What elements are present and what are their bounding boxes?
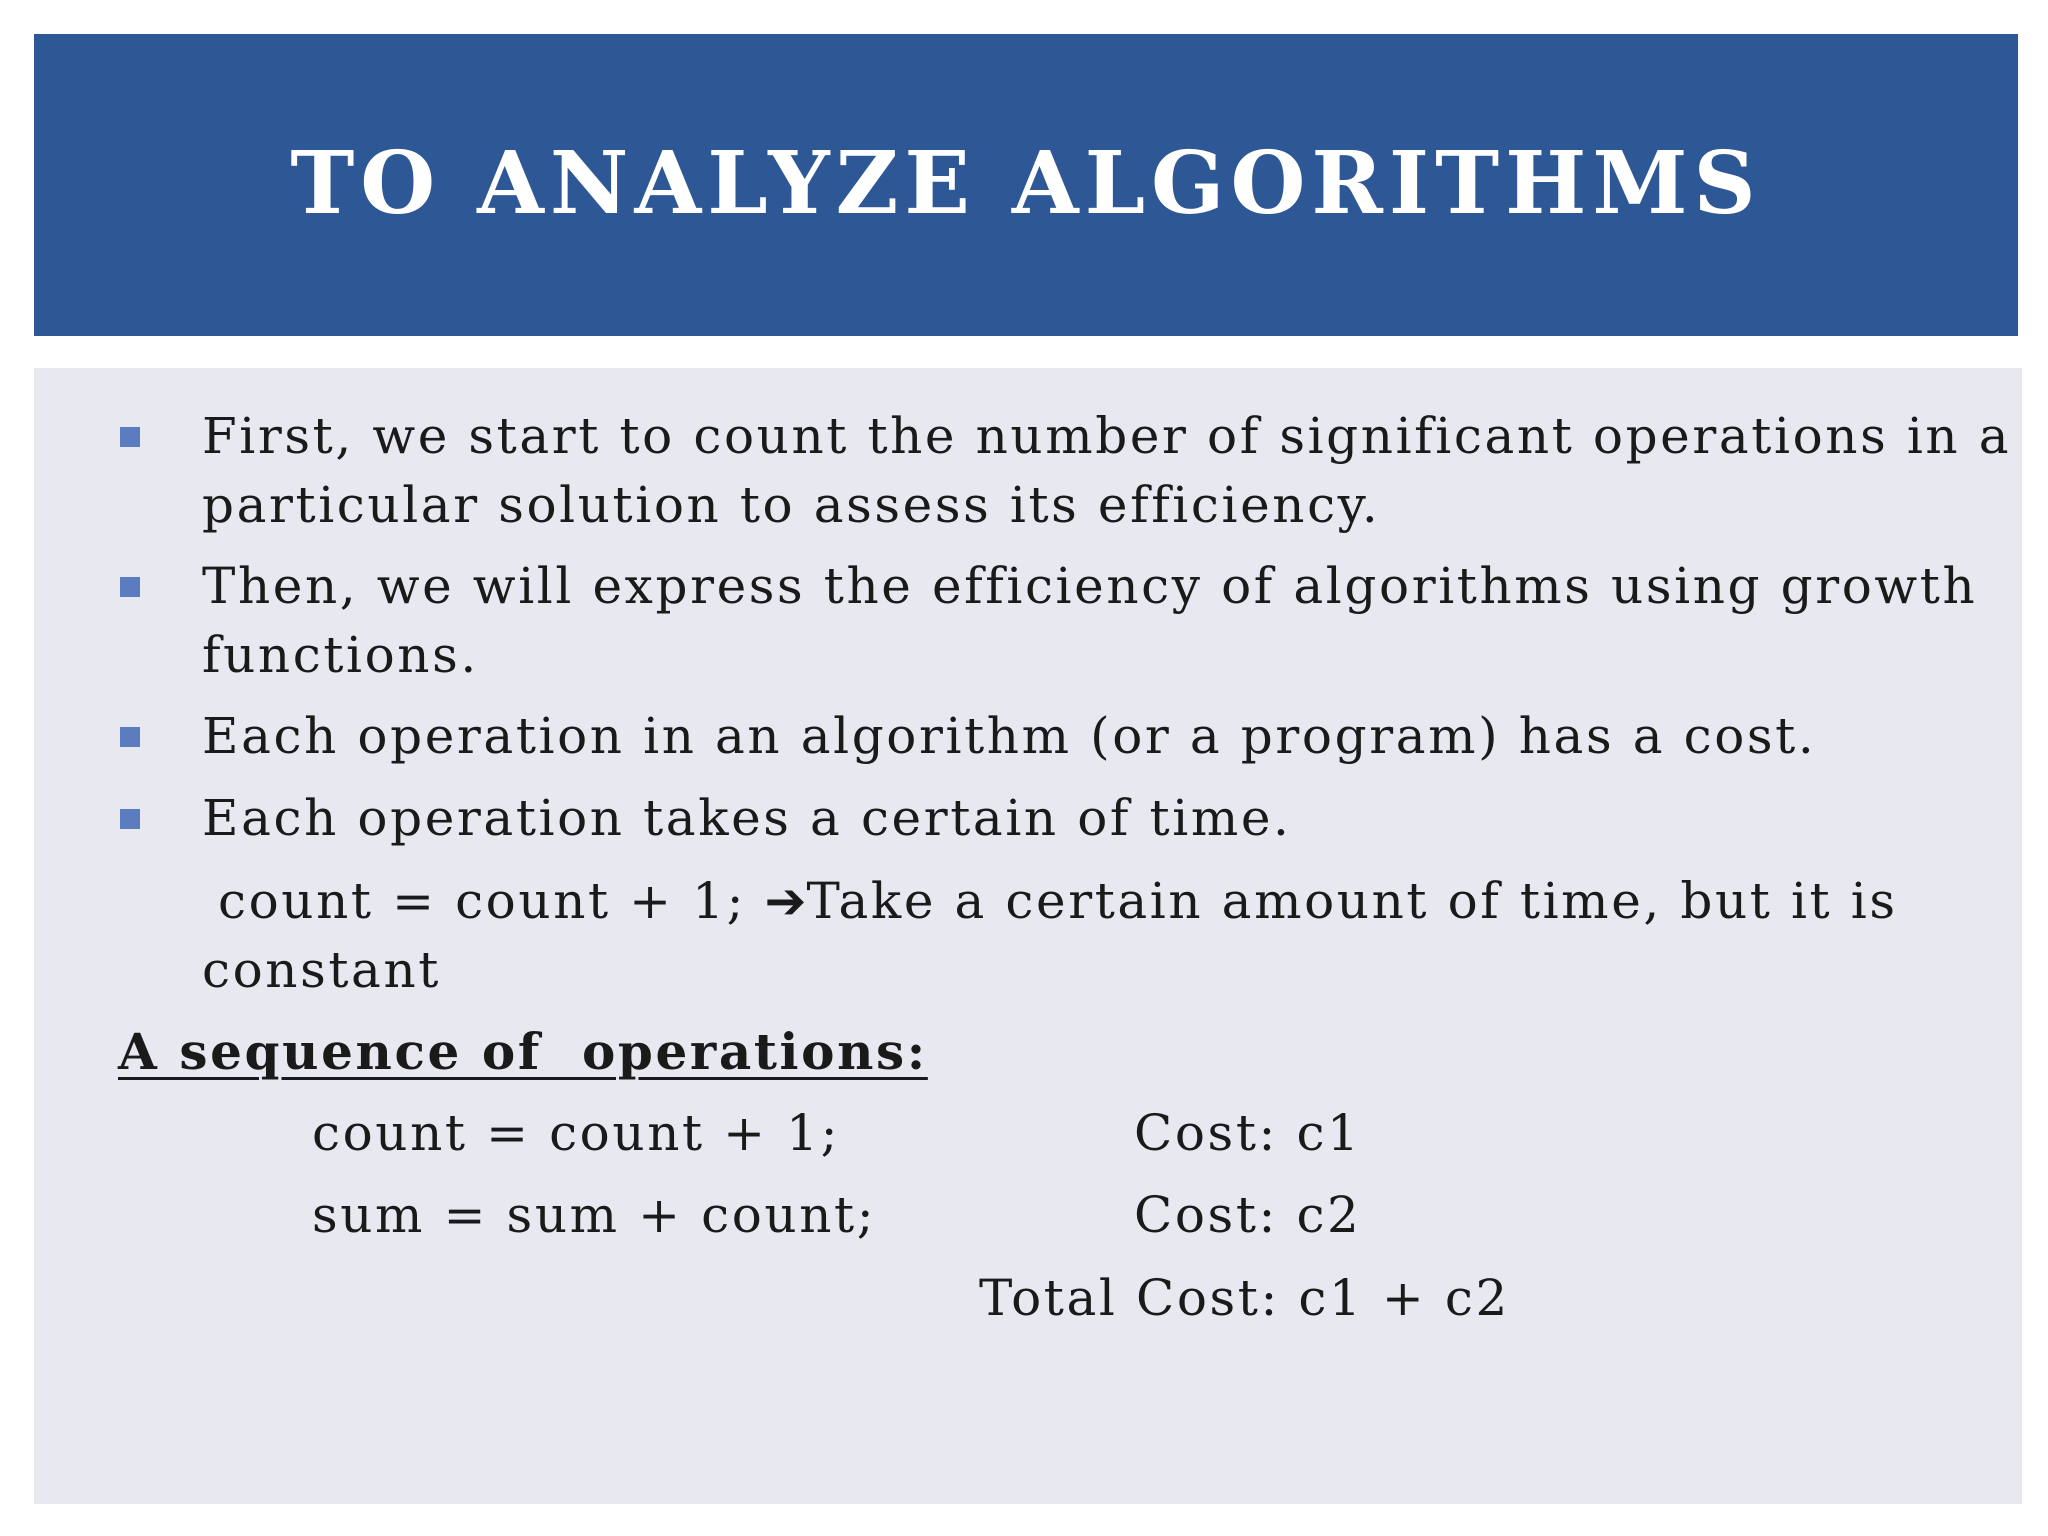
sequence-heading: A sequence of operations: [118,1022,928,1081]
bullet-text: Then, we will express the efficiency of algorithms using growth functions. [202,557,1978,684]
sequence-cost-1: Cost: c1 [1134,1104,1362,1162]
bullet-square-icon [120,577,140,597]
bullet-square-icon [120,809,140,829]
sequence-total-cost: Total Cost: c1 + c2 [979,1269,1510,1327]
example-description: Take a certain amount of time, but it is [806,872,1898,930]
sequence-code-2: sum = sum + count; [312,1186,877,1244]
example-continuation: constant [202,941,441,999]
content-area [34,368,2022,1504]
bullet-text: First, we start to count the number of significant operations in a particular solution to assess its efficiency. [202,407,2012,534]
bullet-square-icon [120,427,140,447]
sequence-cost-2: Cost: c2 [1134,1186,1362,1244]
example-code: count = count + 1; [218,872,747,930]
bullet-square-icon [120,727,140,747]
bullet-text: Each operation takes a certain of time. [202,789,1292,847]
arrow-right-icon: ➔ [764,872,807,930]
sequence-code-1: count = count + 1; [312,1104,841,1162]
example-line [218,867,1898,936]
slide-title: TO ANALYZE ALGORITHMS [290,132,1762,234]
title-bar [34,34,2018,336]
bullet-text: Each operation in an algorithm (or a program) has a cost. [202,707,1817,765]
